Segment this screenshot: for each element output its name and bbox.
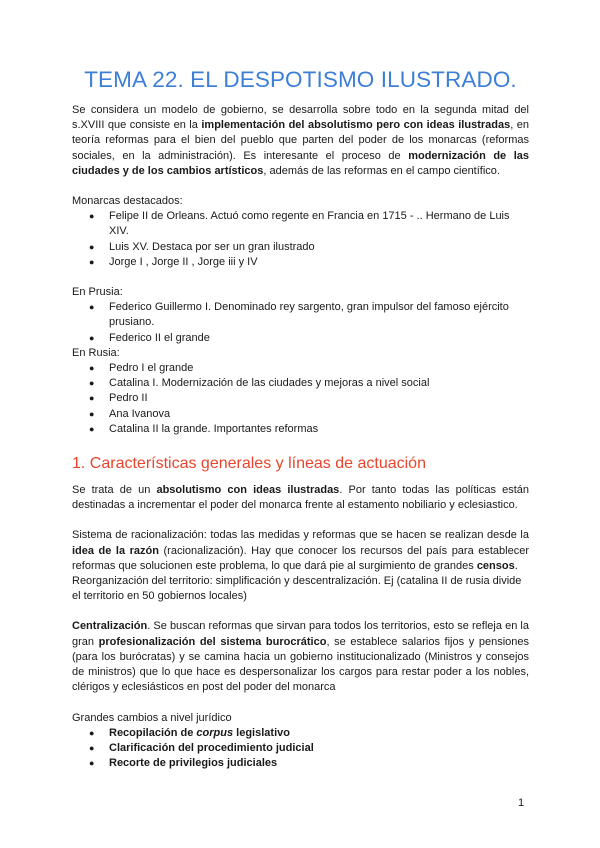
list-item-text: Recorte de privilegios judiciales	[109, 757, 278, 770]
section-paragraph-2	[72, 528, 529, 574]
rusia-list	[72, 361, 529, 437]
intro-bold-2: modernización de las ciudades y de los cambios artísticos	[72, 149, 529, 177]
intro-text-3: , además de las reformas en el campo científico.	[263, 164, 500, 177]
bullet-icon: ●	[89, 332, 95, 343]
list-item-text: Pedro I el grande	[109, 362, 194, 375]
bullet-icon: ●	[89, 742, 95, 753]
list-item-text: Federico Guillermo I. Denominado rey sargento, gran impulsor del famoso ejército prusiano.	[109, 301, 509, 329]
section-heading: 1. Características generales y líneas de actuación	[72, 455, 426, 473]
list-item-text: Luis XV. Destaca por ser un gran ilustrado	[109, 240, 315, 253]
list-item	[72, 376, 529, 391]
text-run: . Se buscan reformas que sirvan para todos los territorios, esto se refleja en la gran	[72, 620, 529, 648]
bold-run: censos	[476, 559, 515, 572]
bullet-icon: ●	[89, 408, 95, 419]
list-item-text: Clarificación del procedimiento judicial	[109, 741, 314, 754]
text-run: .	[514, 559, 518, 572]
juridico-list	[72, 726, 529, 772]
list-item	[72, 756, 529, 771]
text-run: . Por tanto todas las políticas están destinadas a incrementar el poder del monarca frente al estamento nobiliario y eclesiastico.	[72, 484, 529, 512]
list-item-text: Catalina I. Modernización de las ciudades y mejoras a nivel social	[109, 377, 430, 390]
list-item-text: Felipe II de Orleans. Actuó como regente en Francia en 1715 - .. Hermano de Luis XIV.	[109, 210, 510, 238]
text-run: Sistema de racionalización: todas las medidas y reformas que se hacen se realizan desde la	[72, 529, 529, 542]
bullet-icon: ●	[89, 241, 95, 252]
monarcas-list	[72, 209, 529, 270]
bold-run: absolutismo con ideas ilustradas	[156, 484, 340, 497]
page-title: TEMA 22. EL DESPOTISMO ILUSTRADO.	[84, 67, 517, 92]
text-run: Recopilación de	[109, 726, 197, 739]
bullet-icon: ●	[89, 423, 95, 434]
intro-bold-1: implementación del absolutismo pero con ideas ilustradas	[201, 119, 511, 132]
list-item	[72, 255, 529, 270]
bold-run: profesionalización del sistema burocrático	[98, 635, 327, 648]
section-paragraph-1	[72, 483, 529, 513]
rusia-heading: En Rusia:	[72, 346, 120, 359]
list-item	[72, 391, 529, 406]
bold-run: Centralización	[72, 620, 148, 633]
bullet-icon: ●	[89, 378, 95, 389]
intro-paragraph	[72, 103, 529, 179]
intro-text-1: Se considera un modelo de gobierno, se desarrolla sobre todo en la segunda mitad del s.XVIII que consiste en la	[72, 104, 529, 132]
page-number: 1	[518, 797, 525, 809]
list-item-text: Ana Ivanova	[109, 407, 171, 420]
bullet-icon: ●	[89, 363, 95, 374]
juridico-heading: Grandes cambios a nivel jurídico	[72, 711, 232, 724]
text-run: legislativo	[233, 726, 290, 739]
bullet-icon: ●	[89, 393, 95, 404]
bullet-icon: ●	[89, 727, 95, 738]
monarcas-heading: Monarcas destacados:	[72, 195, 183, 208]
bullet-icon: ●	[89, 302, 95, 313]
text-run: , se establece salarios fijos y pensiones (para los burócratas) y se camina hacia un gobierno institucionalizado (Ministros y consejos de ministros) que lo que hace es despersonalizar los cargos para restar poder a los nobles, clérigos y eclesiásticos en post del poder del monarca	[72, 635, 529, 694]
list-item	[72, 300, 529, 330]
bold-run: idea de la razón	[72, 544, 159, 557]
list-item	[72, 422, 529, 437]
section-paragraph-4	[72, 619, 529, 695]
list-item	[72, 407, 529, 422]
list-item	[72, 240, 529, 255]
bullet-icon: ●	[89, 211, 95, 222]
list-item	[72, 741, 529, 756]
bullet-icon: ●	[89, 256, 95, 267]
list-item-text: Catalina II la grande. Importantes reformas	[109, 422, 319, 435]
list-item	[72, 331, 529, 346]
list-item	[72, 361, 529, 376]
section-paragraph-3: Reorganización del territorio: simplificación y descentralización. Ej (catalina II de rusia divide el territorio en 50 gobiernos locales)	[72, 575, 522, 603]
list-item-text: Pedro II	[109, 392, 148, 405]
intro-text-2: , en teoría reformas para el bien del pueblo que parten del poder de los monarcas (reformas sociales, en la administración). Es interesante el proceso de	[72, 119, 529, 162]
text-run: Se trata de un	[72, 484, 157, 497]
bullet-icon: ●	[89, 758, 95, 769]
prusia-heading: En Prusia:	[72, 286, 123, 299]
italic-run: corpus	[196, 726, 234, 739]
page-content	[72, 67, 529, 771]
prusia-list	[72, 300, 529, 346]
list-item-text: Federico II el grande	[109, 331, 210, 344]
text-run: (racionalización). Hay que conocer los recursos del país para establecer reformas que solucionen este problema, lo que dará pie al surgimiento de grandes	[72, 544, 529, 572]
list-item-text: Jorge I , Jorge II , Jorge iii y IV	[109, 255, 258, 268]
list-item	[72, 209, 529, 239]
list-item	[72, 726, 529, 741]
